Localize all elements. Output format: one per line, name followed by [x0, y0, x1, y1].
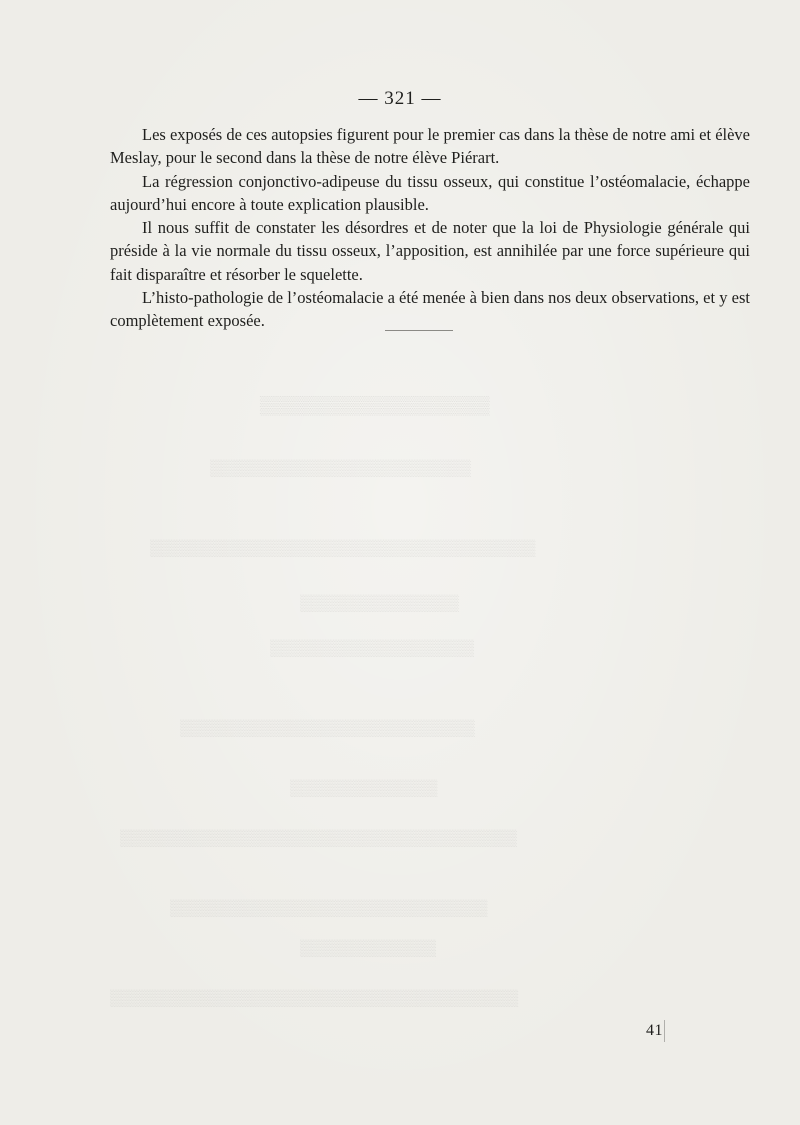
paragraph-histo-pathologie: L’histo-pathologie de l’ostéomalacie a été menée à bien dans nos deux observations, et y est complètement exposée.	[110, 288, 750, 331]
paragraph-autopsies: Les exposés de ces autopsies figurent pour le premier cas dans la thèse de notre ami et élève Meslay, pour le second dans la thèse de notre élève Piérart.	[110, 125, 750, 168]
body-text	[110, 123, 750, 333]
paragraph-physiologie: Il nous suffit de constater les désordres et de noter que la loi de Physiologie générale qui préside à la vie normale du tissu osseux, l’apposition, est annihilée par une force supérieure qui fait disparaître et résorber le squelette.	[110, 218, 750, 284]
show-through-bleed: ▒▒▒▒▒▒▒▒▒▒▒▒▒▒▒▒▒▒ ▒▒▒▒▒▒▒▒▒▒▒▒▒▒▒▒▒▒▒▒▒▒▒ ▒▒▒▒▒▒▒▒▒▒▒▒▒▒▒▒▒▒▒▒▒▒▒▒▒▒▒▒▒▒▒▒▒▒ ▒▒▒▒▒▒▒▒▒▒▒▒▒▒ ▒▒▒▒▒▒▒▒▒▒▒▒▒▒▒▒▒▒ ▒▒▒▒▒▒▒▒▒▒▒▒▒▒▒▒▒▒▒▒▒▒▒▒▒▒ ▒▒▒▒▒▒▒▒▒▒▒▒▒ ▒▒▒▒▒▒▒▒▒▒▒▒▒▒▒▒▒▒▒▒▒▒▒▒▒▒▒▒▒▒▒▒▒▒▒ ▒▒▒▒▒▒▒▒▒▒▒▒▒▒▒▒▒▒▒▒▒▒▒▒▒▒▒▒ ▒▒▒▒▒▒▒▒▒▒▒▒ ▒▒▒▒▒▒▒▒▒▒▒▒▒▒▒▒▒▒▒▒▒▒▒▒▒▒▒▒▒▒▒▒▒▒▒▒	[110, 395, 536, 1007]
section-divider	[385, 330, 453, 331]
page-number: — 321 —	[358, 88, 442, 109]
sheet-signature-number: 41	[646, 1022, 663, 1039]
sheet-mark	[664, 1020, 665, 1042]
paragraph-regression: La régression conjonctivo-adipeuse du tissu osseux, qui constitue l’ostéomalacie, échappe aujourd’hui encore à toute explication plausible.	[110, 171, 750, 214]
